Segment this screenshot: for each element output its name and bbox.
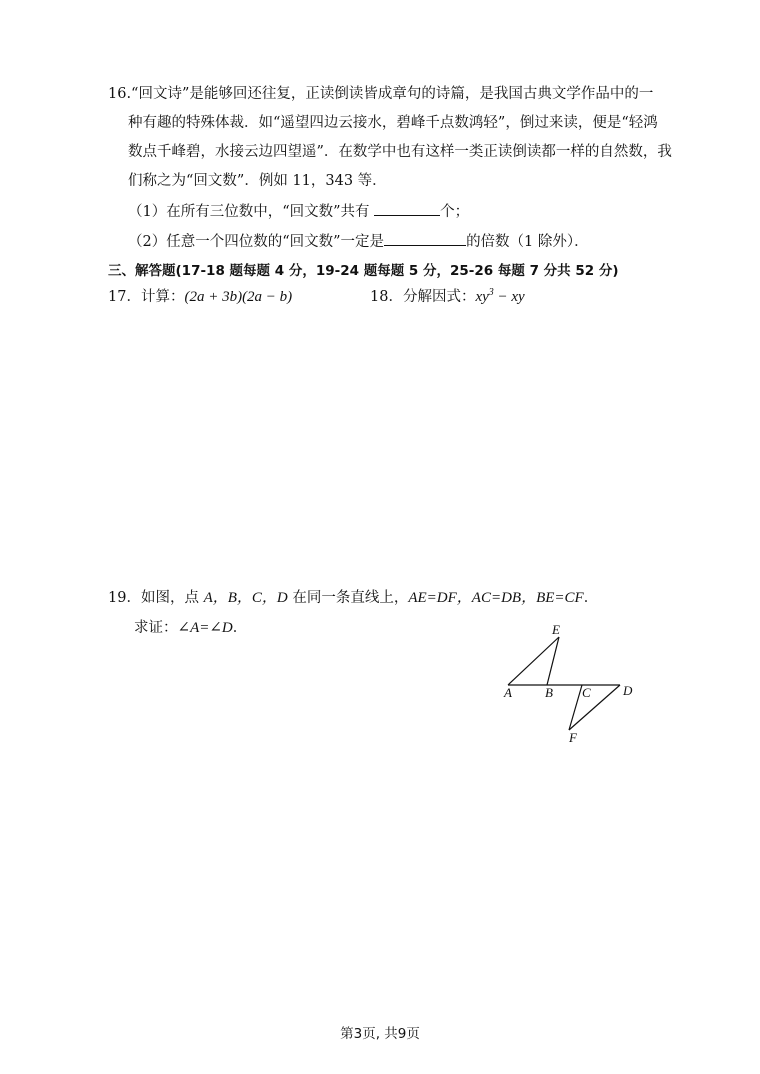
q19-mid: 在同一条直线上，: [287, 590, 409, 606]
q19-prove-end: ．: [232, 620, 248, 636]
label-e: E: [552, 622, 560, 637]
segment-cf: [569, 685, 582, 730]
label-d: D: [623, 683, 633, 698]
q17: [108, 287, 292, 307]
q18: [370, 287, 525, 307]
label-a: A: [504, 685, 512, 700]
segment-be: [547, 637, 559, 685]
q16-answer-blank-1[interactable]: [374, 201, 440, 216]
q19-prefix: 19．如图，点: [108, 590, 204, 606]
segment-ae: [508, 637, 559, 685]
q16-sub1-suffix: 个；: [440, 204, 470, 220]
q19-prove: [134, 618, 247, 638]
q19-prove-prefix: 求证：: [134, 620, 178, 636]
q19-points: A，B，C，D: [203, 590, 288, 606]
q16-sub2-suffix: 的倍数（1 除外）．: [466, 234, 589, 250]
q16-sub2-prefix: （2）任意一个四位数的“回文数”一定是: [128, 234, 385, 250]
q18-label: 18．分解因式：: [370, 289, 476, 305]
q18-expr-exponent: 3: [488, 287, 494, 298]
page-footer: 第3页, 共9页: [340, 1026, 420, 1042]
q19-end: ．: [583, 590, 599, 606]
q17-label: 17．计算：: [108, 289, 185, 305]
geometry-figure: [490, 615, 650, 755]
q16-line-2: 种有趣的特殊体裁．如“遥望四边云接水，碧峰千点数鸿轻”，倒过来读，便是“轻鸿: [128, 115, 658, 131]
section-heading: 三、解答题(17-18 题每题 4 分，19-24 题每题 5 分，25-26 每题 7 分共 52 分): [108, 263, 619, 279]
q16-line-3: 数点千峰碧，水接云边四望遥”．在数学中也有这样一类正读倒读都一样的自然数，我: [128, 144, 672, 160]
segment-df: [569, 685, 620, 730]
q19-statement: [108, 588, 598, 608]
q19-prove-statement: ∠A=∠D: [177, 620, 233, 636]
label-f: F: [569, 730, 577, 745]
q18-expression: [475, 289, 524, 305]
q17-expression: (2a + 3b)(2a − b): [184, 289, 293, 305]
label-c: C: [582, 685, 591, 700]
q16-sub-question-1: [128, 201, 469, 222]
q19-conditions: AE=DF，AC=DB，BE=CF: [408, 590, 584, 606]
q16-sub1-prefix: （1）在所有三位数中，“回文数”共有: [128, 204, 370, 220]
q16-line-4: 们称之为“回文数”．例如 11，343 等．: [128, 173, 387, 189]
label-b: B: [545, 685, 553, 700]
q16-answer-blank-2[interactable]: [384, 231, 466, 246]
q18-expr-rest: − xy: [493, 289, 525, 305]
q16-sub-question-2: [128, 231, 589, 252]
q16-line-1: 16.“回文诗”是能够回还往复，正读倒读皆成章句的诗篇，是我国古典文学作品中的一: [108, 86, 654, 102]
q18-expr-base: xy: [475, 289, 489, 305]
